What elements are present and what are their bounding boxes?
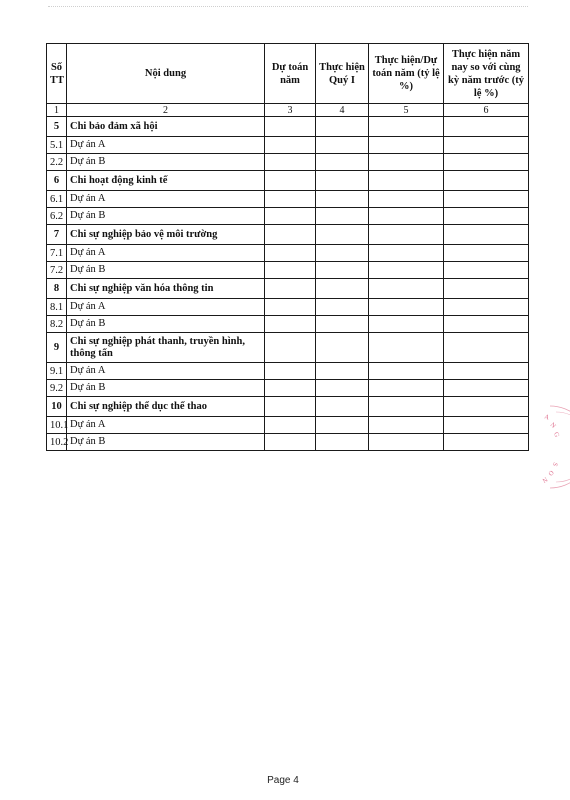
cell-q1-actual [316, 191, 369, 208]
column-number: 6 [444, 104, 529, 117]
column-number: 3 [265, 104, 316, 117]
svg-text:N: N [548, 421, 557, 430]
cell-actual-vs-estimate [369, 191, 444, 208]
cell-year-over-year [444, 171, 529, 191]
cell-actual-vs-estimate [369, 316, 444, 333]
cell-annual-estimate [265, 208, 316, 225]
cell-actual-vs-estimate [369, 117, 444, 137]
header-stt: Số TT [47, 44, 67, 104]
row-content: Chi sự nghiệp thể dục thể thao [67, 397, 265, 417]
column-number: 2 [67, 104, 265, 117]
cell-year-over-year [444, 380, 529, 397]
category-row [47, 171, 529, 191]
project-row [47, 299, 529, 316]
project-row [47, 137, 529, 154]
cell-annual-estimate [265, 171, 316, 191]
category-row [47, 225, 529, 245]
row-content: Dự án A [67, 245, 265, 262]
header-q1-actual: Thực hiện Quý I [316, 44, 369, 104]
cell-actual-vs-estimate [369, 363, 444, 380]
row-content: Dự án A [67, 417, 265, 434]
row-content: Chi bảo đảm xã hội [67, 117, 265, 137]
row-stt: 7.1 [47, 245, 67, 262]
svg-text:N: N [540, 475, 549, 484]
header-year-over-year: Thực hiện năm nay so với cùng kỳ năm trước (tỷ lệ %) [444, 44, 529, 104]
cell-year-over-year [444, 117, 529, 137]
cell-q1-actual [316, 137, 369, 154]
row-content: Dự án A [67, 363, 265, 380]
row-content: Chi sự nghiệp bảo vệ môi trường [67, 225, 265, 245]
cell-q1-actual [316, 434, 369, 451]
cell-year-over-year [444, 225, 529, 245]
cell-actual-vs-estimate [369, 299, 444, 316]
cell-year-over-year [444, 279, 529, 299]
category-row [47, 279, 529, 299]
row-stt: 9 [47, 333, 67, 363]
budget-table [46, 43, 529, 451]
cell-annual-estimate [265, 417, 316, 434]
cell-year-over-year [444, 154, 529, 171]
project-row [47, 191, 529, 208]
cell-annual-estimate [265, 191, 316, 208]
cell-q1-actual [316, 316, 369, 333]
table-body [47, 117, 529, 451]
row-content: Dự án B [67, 208, 265, 225]
cell-annual-estimate [265, 316, 316, 333]
cell-actual-vs-estimate [369, 262, 444, 279]
cell-annual-estimate [265, 245, 316, 262]
cell-annual-estimate [265, 279, 316, 299]
category-row [47, 117, 529, 137]
page-number: Page 4 [267, 775, 299, 786]
column-number: 4 [316, 104, 369, 117]
row-content: Dự án B [67, 434, 265, 451]
cell-actual-vs-estimate [369, 171, 444, 191]
cell-actual-vs-estimate [369, 434, 444, 451]
svg-text:O: O [546, 468, 555, 477]
cell-year-over-year [444, 434, 529, 451]
cell-annual-estimate [265, 117, 316, 137]
cell-year-over-year [444, 245, 529, 262]
svg-text:A: A [543, 413, 551, 422]
cell-year-over-year [444, 191, 529, 208]
project-row [47, 316, 529, 333]
cell-year-over-year [444, 363, 529, 380]
row-stt: 5 [47, 117, 67, 137]
cell-actual-vs-estimate [369, 225, 444, 245]
row-stt: 10 [47, 397, 67, 417]
row-content: Dự án B [67, 316, 265, 333]
row-content: Dự án B [67, 154, 265, 171]
svg-text:S: S [550, 461, 559, 468]
row-stt: 2.2 [47, 154, 67, 171]
cell-q1-actual [316, 225, 369, 245]
cell-year-over-year [444, 137, 529, 154]
scan-edge-mark [48, 6, 528, 9]
cell-annual-estimate [265, 262, 316, 279]
cell-actual-vs-estimate [369, 245, 444, 262]
project-row [47, 262, 529, 279]
cell-annual-estimate [265, 137, 316, 154]
project-row [47, 380, 529, 397]
row-content: Dự án B [67, 380, 265, 397]
column-number: 1 [47, 104, 67, 117]
cell-actual-vs-estimate [369, 137, 444, 154]
row-stt: 8.2 [47, 316, 67, 333]
row-content: Chi sự nghiệp văn hóa thông tin [67, 279, 265, 299]
cell-annual-estimate [265, 225, 316, 245]
cell-q1-actual [316, 245, 369, 262]
cell-q1-actual [316, 171, 369, 191]
cell-year-over-year [444, 417, 529, 434]
row-stt: 8.1 [47, 299, 67, 316]
row-content: Dự án B [67, 262, 265, 279]
cell-q1-actual [316, 279, 369, 299]
row-stt: 7.2 [47, 262, 67, 279]
project-row [47, 363, 529, 380]
cell-q1-actual [316, 363, 369, 380]
row-content: Chi hoạt động kinh tế [67, 171, 265, 191]
row-stt: 6.1 [47, 191, 67, 208]
cell-q1-actual [316, 417, 369, 434]
cell-actual-vs-estimate [369, 380, 444, 397]
row-content: Dự án A [67, 137, 265, 154]
row-stt: 9.1 [47, 363, 67, 380]
cell-year-over-year [444, 397, 529, 417]
category-row [47, 397, 529, 417]
row-stt: 5.1 [47, 137, 67, 154]
header-content: Nội dung [67, 44, 265, 104]
cell-q1-actual [316, 262, 369, 279]
table-header-row [47, 44, 529, 104]
cell-annual-estimate [265, 380, 316, 397]
cell-year-over-year [444, 208, 529, 225]
cell-year-over-year [444, 333, 529, 363]
cell-actual-vs-estimate [369, 208, 444, 225]
red-seal-stamp [520, 402, 570, 492]
cell-actual-vs-estimate [369, 397, 444, 417]
row-stt: 10.1 [47, 417, 67, 434]
cell-year-over-year [444, 262, 529, 279]
cell-q1-actual [316, 380, 369, 397]
cell-q1-actual [316, 333, 369, 363]
project-row [47, 208, 529, 225]
project-row [47, 245, 529, 262]
cell-q1-actual [316, 117, 369, 137]
row-content: Dự án A [67, 191, 265, 208]
cell-q1-actual [316, 299, 369, 316]
row-stt: 9.2 [47, 380, 67, 397]
category-row [47, 333, 529, 363]
column-number-row [47, 104, 529, 117]
row-stt: 6.2 [47, 208, 67, 225]
cell-q1-actual [316, 208, 369, 225]
cell-actual-vs-estimate [369, 154, 444, 171]
cell-year-over-year [444, 316, 529, 333]
cell-actual-vs-estimate [369, 333, 444, 363]
row-stt: 10.2 [47, 434, 67, 451]
cell-actual-vs-estimate [369, 279, 444, 299]
project-row [47, 154, 529, 171]
cell-q1-actual [316, 154, 369, 171]
cell-q1-actual [316, 397, 369, 417]
row-content: Dự án A [67, 299, 265, 316]
row-stt: 8 [47, 279, 67, 299]
cell-annual-estimate [265, 397, 316, 417]
cell-year-over-year [444, 299, 529, 316]
row-content: Chi sự nghiệp phát thanh, truyền hình, thông tấn [67, 333, 265, 363]
svg-text:G: G [552, 431, 561, 439]
column-number: 5 [369, 104, 444, 117]
row-stt: 7 [47, 225, 67, 245]
cell-annual-estimate [265, 299, 316, 316]
cell-annual-estimate [265, 363, 316, 380]
cell-annual-estimate [265, 333, 316, 363]
cell-annual-estimate [265, 154, 316, 171]
project-row [47, 434, 529, 451]
row-stt: 6 [47, 171, 67, 191]
cell-actual-vs-estimate [369, 417, 444, 434]
header-actual-vs-estimate: Thực hiện/Dự toán năm (tỷ lệ %) [369, 44, 444, 104]
cell-annual-estimate [265, 434, 316, 451]
project-row [47, 417, 529, 434]
header-annual-estimate: Dự toán năm [265, 44, 316, 104]
